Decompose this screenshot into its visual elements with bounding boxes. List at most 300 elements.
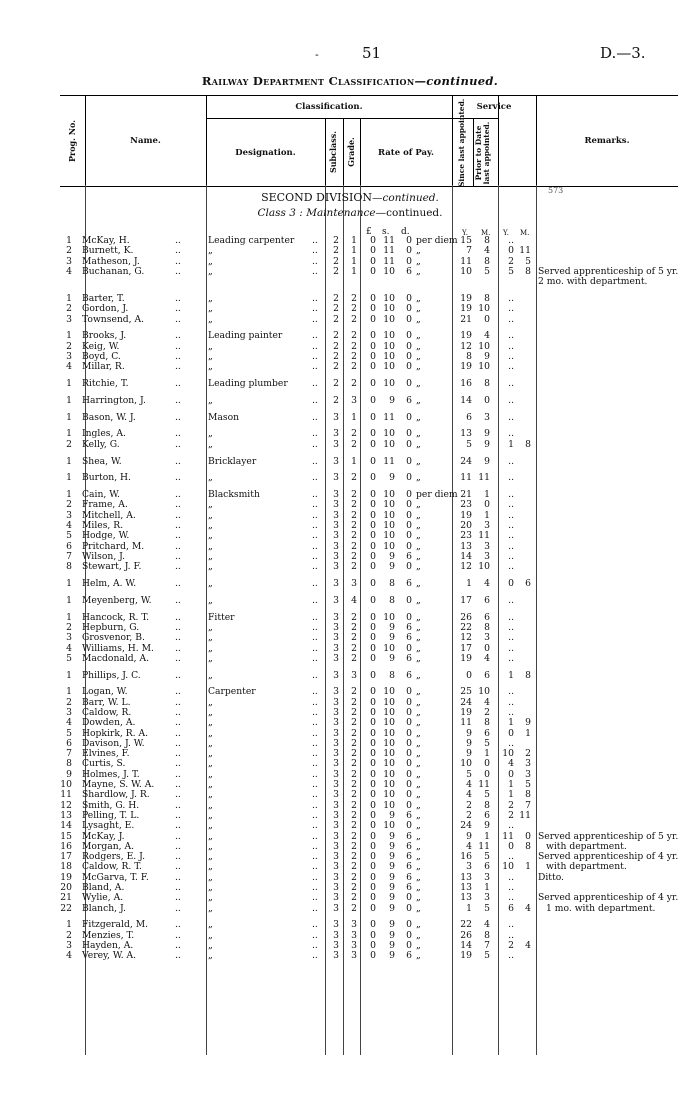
pay-period-cell: „: [416, 340, 421, 352]
pounds-cell: 0: [370, 940, 376, 952]
prior-years-cell: ..: [508, 706, 514, 718]
shillings-cell: 9: [389, 840, 395, 852]
prior-years-cell: 5: [508, 265, 514, 277]
subclass-header: Subclass.: [328, 130, 338, 174]
prior-years-cell: 6: [508, 902, 514, 914]
designation-cell: „: [208, 748, 213, 760]
leader-dots: ..: [175, 840, 181, 852]
shillings-cell: 10: [383, 642, 395, 654]
pay-period-cell: „: [416, 696, 421, 708]
pence-cell: 0: [406, 292, 412, 304]
name-cell: Harrington, J.: [82, 394, 146, 406]
shillings-cell: 10: [383, 768, 395, 780]
table-row: [0, 596, 700, 606]
name-cell: Morgan, A.: [82, 840, 135, 852]
grade-cell: 2: [351, 861, 357, 873]
pounds-cell: 0: [370, 950, 376, 962]
subclass-cell: 2: [333, 255, 339, 267]
designation-cell: „: [208, 578, 213, 590]
pounds-cell: 0: [370, 499, 376, 511]
since-years-cell: 4: [466, 789, 472, 801]
class-heading: [0, 207, 700, 219]
leader-dots: ..: [175, 799, 181, 811]
prior-years-cell: ..: [508, 235, 514, 246]
prior-years-cell: ..: [508, 472, 514, 484]
shillings-cell: 9: [389, 950, 395, 962]
since-years-cell: 26: [460, 611, 472, 623]
designation-cell: „: [208, 265, 213, 277]
grade-cell: 2: [351, 717, 357, 729]
since-months-cell: 3: [484, 892, 490, 904]
shillings-cell: 9: [389, 632, 395, 644]
pay-period-cell: „: [416, 520, 421, 532]
grade-cell: 2: [351, 561, 357, 573]
grade-cell: 2: [351, 840, 357, 852]
leader-dots: ..: [312, 313, 318, 325]
grade-cell: 2: [351, 350, 357, 362]
table-row: [0, 821, 700, 831]
pounds-cell: 0: [370, 686, 376, 698]
designation-cell: „: [208, 621, 213, 633]
prog-no-cell: 1: [66, 686, 72, 698]
prog-no-cell: 4: [66, 717, 72, 729]
grade-cell: 2: [351, 820, 357, 832]
shillings-cell: 9: [389, 940, 395, 952]
archive-stamp: 573: [548, 186, 564, 195]
leader-dots: ..: [175, 919, 181, 931]
pence-cell: 0: [406, 530, 412, 542]
subclass-cell: 3: [333, 840, 339, 852]
pay-period-cell: „: [416, 303, 421, 315]
prog-no-cell: 1: [66, 611, 72, 623]
designation-cell: „: [208, 706, 213, 718]
prior-months-cell: 8: [525, 789, 531, 801]
since-years-cell: 13: [460, 428, 472, 440]
pay-period-cell: „: [416, 758, 421, 770]
subclass-cell: 3: [333, 594, 339, 606]
prior-years-cell: ..: [508, 394, 514, 406]
table-row: [0, 315, 700, 325]
subclass-cell: 3: [333, 686, 339, 698]
table-row: [0, 440, 700, 450]
shillings-cell: 9: [389, 851, 395, 863]
name-cell: Hepburn, G.: [82, 621, 140, 633]
leader-dots: ..: [175, 411, 181, 423]
table-row: [0, 379, 700, 389]
since-months-cell: 9: [484, 350, 490, 362]
grade-cell: 2: [351, 632, 357, 644]
prog-no-cell: 1: [66, 411, 72, 423]
designation-cell: „: [208, 830, 213, 842]
leader-dots: ..: [312, 265, 318, 277]
pay-period-cell: „: [416, 892, 421, 904]
leader-dots: ..: [175, 499, 181, 511]
since-years-cell: 17: [460, 642, 472, 654]
since-years-cell: 2: [466, 799, 472, 811]
leader-dots: ..: [312, 950, 318, 962]
table-row: [0, 951, 700, 961]
subclass-cell: 3: [333, 799, 339, 811]
prior-years-cell: 0: [508, 840, 514, 852]
pounds-cell: 0: [370, 472, 376, 484]
row-group: [0, 396, 700, 406]
since-months-cell: 5: [484, 265, 490, 277]
pay-period-cell: „: [416, 621, 421, 633]
shillings-cell: 10: [383, 779, 395, 791]
shillings-cell: 9: [389, 394, 395, 406]
shillings-cell: 9: [389, 561, 395, 573]
name-cell: Shardlow, J. R.: [82, 789, 150, 801]
name-cell: Fitzgerald, M.: [82, 919, 149, 931]
since-years-cell: 23: [460, 499, 472, 511]
since-months-cell: 3: [484, 632, 490, 644]
since-years-cell: 19: [460, 361, 472, 373]
prog-no-cell: 4: [66, 520, 72, 532]
shillings-cell: 10: [383, 509, 395, 521]
since-years-cell: 14: [460, 940, 472, 952]
name-cell: McKay, J.: [82, 830, 125, 842]
prog-no-cell: 3: [66, 350, 72, 362]
name-cell: Grosvenor, B.: [82, 632, 145, 644]
designation-cell: „: [208, 561, 213, 573]
leader-dots: ..: [312, 758, 318, 770]
leader-dots: ..: [175, 768, 181, 780]
shillings-cell: 10: [383, 748, 395, 760]
leader-dots: ..: [175, 438, 181, 450]
leader-dots: ..: [312, 550, 318, 562]
leader-dots: ..: [175, 330, 181, 342]
since-years-cell: 22: [460, 621, 472, 633]
classification-header: Classification.: [295, 102, 363, 112]
title-main: Railway Department Classification: [201, 74, 415, 88]
prog-no-cell: 3: [66, 255, 72, 267]
page-title: [0, 74, 700, 88]
prior-years-cell: ..: [508, 561, 514, 573]
prog-no-cell: 4: [66, 642, 72, 654]
subclass-cell: 3: [333, 411, 339, 423]
shillings-cell: 9: [389, 809, 395, 821]
designation-cell: „: [208, 768, 213, 780]
grade-cell: 2: [351, 799, 357, 811]
pence-cell: 0: [406, 779, 412, 791]
designation-cell: „: [208, 892, 213, 904]
since-months-cell: 8: [484, 255, 490, 267]
remarks-cell: Served apprenticeship of 5 yr.: [538, 265, 679, 277]
since-years-cell: 25: [460, 686, 472, 698]
since-years-cell: 5: [466, 438, 472, 450]
shillings-cell: 10: [383, 361, 395, 373]
pence-cell: 0: [406, 313, 412, 325]
prior-years-cell: ..: [508, 411, 514, 423]
since-years-cell: 19: [460, 292, 472, 304]
since-months-cell: 4: [484, 919, 490, 931]
pay-period-cell: „: [416, 809, 421, 821]
header-divider: [343, 118, 344, 186]
page-number: 51: [362, 44, 382, 62]
prior-years-cell: ..: [508, 361, 514, 373]
since-months-cell: 9: [484, 455, 490, 467]
pounds-cell: 0: [370, 361, 376, 373]
grade-cell: 2: [351, 340, 357, 352]
grade-cell: 3: [351, 950, 357, 962]
pay-period-cell: „: [416, 438, 421, 450]
designation-cell: Leading carpenter: [208, 235, 295, 246]
subclass-cell: 3: [333, 929, 339, 941]
pounds-cell: 0: [370, 561, 376, 573]
table-row: [0, 457, 700, 467]
leader-dots: ..: [312, 642, 318, 654]
prior-months-cell: 4: [525, 902, 531, 914]
since-years-cell: 9: [466, 830, 472, 842]
table-row: [0, 413, 700, 423]
name-cell: Blanch, J.: [82, 902, 126, 914]
pence-cell: 6: [406, 861, 412, 873]
since-years-cell: 24: [460, 820, 472, 832]
designation-cell: Mason: [208, 411, 240, 423]
pounds-cell: 0: [370, 758, 376, 770]
designation-cell: „: [208, 779, 213, 791]
grade-cell: 3: [351, 929, 357, 941]
remarks-cell: 1 mo. with department.: [546, 902, 656, 914]
since-months-cell: 6: [484, 594, 490, 606]
pence-cell: 6: [406, 809, 412, 821]
pence-cell: 0: [406, 706, 412, 718]
prog-no-cell: 1: [66, 472, 72, 484]
table-row: [0, 277, 700, 287]
prior-years-cell: ..: [508, 530, 514, 542]
subclass-cell: 2: [333, 394, 339, 406]
pence-cell: 6: [406, 830, 412, 842]
pence-cell: 0: [406, 799, 412, 811]
grade-cell: 2: [351, 550, 357, 562]
leader-dots: ..: [312, 652, 318, 664]
since-months-cell: 9: [484, 438, 490, 450]
grade-cell: 2: [351, 540, 357, 552]
pence-cell: 0: [406, 737, 412, 749]
prior-years-cell: ..: [508, 919, 514, 931]
shillings-cell: 9: [389, 861, 395, 873]
subclass-cell: 3: [333, 669, 339, 681]
since-months-cell: 3: [484, 411, 490, 423]
pay-period-cell: „: [416, 499, 421, 511]
subclass-cell: 2: [333, 235, 339, 246]
grade-cell: 2: [351, 851, 357, 863]
grade-cell: 2: [351, 499, 357, 511]
leader-dots: ..: [312, 871, 318, 883]
designation-cell: „: [208, 669, 213, 681]
pay-period-cell: „: [416, 902, 421, 914]
prog-no-cell: 2: [66, 621, 72, 633]
since-months-cell: 5: [484, 851, 490, 863]
pay-period-cell: „: [416, 840, 421, 852]
leader-dots: ..: [175, 632, 181, 644]
leader-dots: ..: [312, 696, 318, 708]
prior-years-cell: ..: [508, 428, 514, 440]
since-months-cell: 0: [484, 768, 490, 780]
name-cell: Caldow, R.: [82, 706, 132, 718]
prior-years-cell: ..: [508, 652, 514, 664]
prior-years-cell: 1: [508, 669, 514, 681]
shillings-cell: 10: [383, 350, 395, 362]
pounds-cell: 0: [370, 902, 376, 914]
designation-cell: „: [208, 550, 213, 562]
prior-months-cell: 5: [525, 779, 531, 791]
subclass-cell: 3: [333, 940, 339, 952]
pounds-cell: 0: [370, 509, 376, 521]
pay-period-cell: „: [416, 530, 421, 542]
prior-years-cell: 1: [508, 789, 514, 801]
remarks-cell: with department.: [546, 840, 627, 852]
prior-years-cell: ..: [508, 489, 514, 501]
pence-cell: 0: [406, 611, 412, 623]
grade-cell: 2: [351, 313, 357, 325]
prog-no-cell: 17: [60, 851, 72, 863]
pence-cell: 0: [406, 768, 412, 780]
grade-cell: 2: [351, 428, 357, 440]
prog-no-cell: 18: [60, 861, 72, 873]
since-years-cell: 11: [460, 472, 472, 484]
designation-cell: „: [208, 472, 213, 484]
grade-cell: 2: [351, 330, 357, 342]
prior-to-date-header: Prior to Date last appointed.: [474, 121, 491, 185]
prior-years-cell: 0: [508, 578, 514, 590]
since-years-cell: 10: [460, 758, 472, 770]
subclass-cell: 3: [333, 472, 339, 484]
pence-cell: 0: [406, 686, 412, 698]
pence-cell: 0: [406, 540, 412, 552]
designation-cell: „: [208, 737, 213, 749]
leader-dots: ..: [175, 820, 181, 832]
leader-dots: ..: [312, 727, 318, 739]
pence-cell: 0: [406, 340, 412, 352]
since-months-cell: 5: [484, 950, 490, 962]
leader-dots: ..: [175, 789, 181, 801]
document-code: D.—3.: [600, 44, 646, 62]
remarks-cell: Ditto.: [538, 871, 564, 883]
header-dash: -: [315, 48, 319, 61]
prog-no-cell: 1: [66, 669, 72, 681]
pay-period-cell: „: [416, 706, 421, 718]
pence-cell: 0: [406, 789, 412, 801]
pounds-cell: 0: [370, 350, 376, 362]
prog-no-cell: 14: [60, 820, 72, 832]
pay-period-cell: „: [416, 632, 421, 644]
leader-dots: ..: [312, 748, 318, 760]
leader-dots: ..: [312, 520, 318, 532]
pence-cell: 0: [406, 499, 412, 511]
name-cell: Davison, J. W.: [82, 737, 145, 749]
pay-period-cell: „: [416, 642, 421, 654]
pay-period-cell: „: [416, 561, 421, 573]
since-years-cell: 14: [460, 550, 472, 562]
since-months-cell: 10: [478, 303, 490, 315]
pence-cell: 0: [406, 727, 412, 739]
unit-months-since: M.: [481, 229, 491, 237]
pounds-cell: 0: [370, 255, 376, 267]
table-body: [0, 236, 700, 968]
leader-dots: ..: [175, 550, 181, 562]
name-cell: Townsend, A.: [82, 313, 145, 325]
since-years-cell: 19: [460, 303, 472, 315]
since-months-cell: 1: [484, 882, 490, 894]
class-label: Class 3 :: [257, 207, 303, 219]
grade-cell: 2: [351, 809, 357, 821]
prog-no-cell: 1: [66, 378, 72, 390]
shillings-cell: 10: [383, 378, 395, 390]
pounds-cell: 0: [370, 809, 376, 821]
since-years-cell: 13: [460, 892, 472, 904]
designation-cell: „: [208, 950, 213, 962]
designation-cell: „: [208, 255, 213, 267]
leader-dots: ..: [175, 520, 181, 532]
shillings-cell: 9: [389, 652, 395, 664]
name-cell: Bland, A.: [82, 882, 125, 894]
rate-of-pay-header: Rate of Pay.: [378, 148, 434, 158]
row-group: [0, 596, 700, 606]
table-row: [0, 654, 700, 664]
leader-dots: ..: [312, 578, 318, 590]
name-cell: Hopkirk, R. A.: [82, 727, 149, 739]
pay-period-cell: „: [416, 594, 421, 606]
since-months-cell: 4: [484, 578, 490, 590]
grade-cell: 2: [351, 727, 357, 739]
pounds-cell: 0: [370, 717, 376, 729]
pounds-cell: 0: [370, 292, 376, 304]
since-months-cell: 4: [484, 696, 490, 708]
pence-cell: 0: [406, 748, 412, 760]
leader-dots: ..: [312, 929, 318, 941]
pence-cell: 0: [406, 561, 412, 573]
pounds-cell: 0: [370, 428, 376, 440]
leader-dots: ..: [312, 686, 318, 698]
prior-months-cell: 4: [525, 940, 531, 952]
since-years-cell: 26: [460, 929, 472, 941]
since-months-cell: 8: [484, 799, 490, 811]
shillings-cell: 10: [383, 303, 395, 315]
pounds-cell: 0: [370, 706, 376, 718]
leader-dots: ..: [312, 861, 318, 873]
since-months-cell: 7: [484, 940, 490, 952]
prog-no-cell: 1: [66, 489, 72, 501]
division-name: SECOND DIVISION: [261, 191, 373, 204]
since-months-cell: 0: [484, 313, 490, 325]
designation-cell: „: [208, 696, 213, 708]
prog-no-cell: 4: [66, 361, 72, 373]
leader-dots: ..: [175, 892, 181, 904]
grade-cell: 2: [351, 737, 357, 749]
leader-dots: ..: [175, 455, 181, 467]
subclass-cell: 3: [333, 455, 339, 467]
designation-cell: „: [208, 632, 213, 644]
prior-years-cell: 2: [508, 940, 514, 952]
since-months-cell: 11: [478, 779, 490, 791]
pounds-cell: 0: [370, 669, 376, 681]
row-group: [0, 294, 700, 325]
since-years-cell: 1: [466, 902, 472, 914]
leader-dots: ..: [312, 840, 318, 852]
since-years-cell: 14: [460, 394, 472, 406]
since-months-cell: 11: [478, 840, 490, 852]
pence-cell: 0: [406, 235, 412, 246]
prog-no-cell: 7: [66, 550, 72, 562]
unit-months-prior: M.: [520, 229, 530, 237]
pence-cell: 0: [406, 509, 412, 521]
prog-no-cell: 2: [66, 696, 72, 708]
pay-period-cell: per diem: [416, 235, 458, 246]
pounds-cell: 0: [370, 748, 376, 760]
prior-years-cell: ..: [508, 882, 514, 894]
grade-cell: 2: [351, 489, 357, 501]
